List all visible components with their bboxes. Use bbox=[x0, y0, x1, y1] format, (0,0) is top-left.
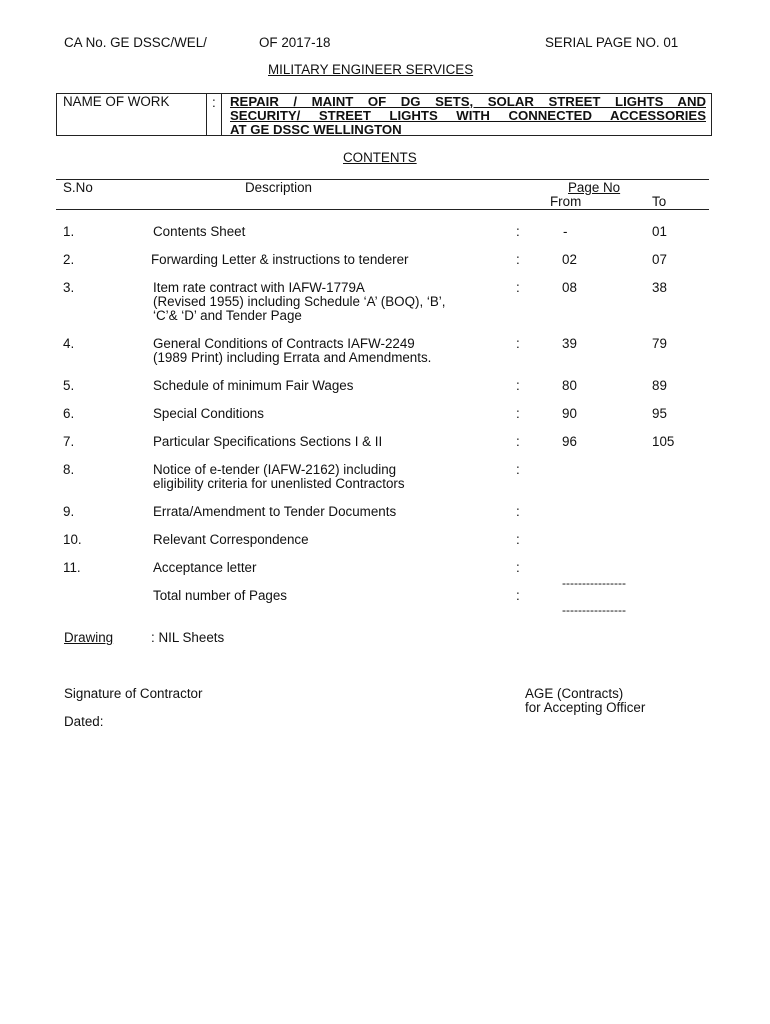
row-description bbox=[153, 505, 396, 519]
row-description bbox=[153, 533, 309, 547]
row-colon: : bbox=[516, 560, 520, 575]
row-page-to: 38 bbox=[652, 280, 667, 295]
accepting-officer: for Accepting Officer bbox=[525, 700, 646, 715]
row-description bbox=[153, 281, 446, 323]
row-description-line: ‘C’& ‘D’ and Tender Page bbox=[153, 308, 302, 323]
total-dashes-top: ---------------- bbox=[562, 576, 626, 590]
row-sno: 11. bbox=[63, 560, 81, 575]
row-description-line: Acceptance letter bbox=[153, 560, 257, 575]
age-contracts: AGE (Contracts) bbox=[525, 686, 624, 701]
row-description-line: Special Conditions bbox=[153, 406, 264, 421]
row-colon: : bbox=[516, 280, 520, 295]
row-description bbox=[153, 407, 264, 421]
row-description-line: Notice of e-tender (IAFW-2162) including bbox=[153, 462, 397, 477]
signature-of-contractor: Signature of Contractor bbox=[64, 686, 203, 701]
row-sno: 2. bbox=[63, 252, 75, 267]
work-title bbox=[230, 95, 706, 137]
total-pages-label bbox=[153, 589, 287, 603]
row-colon: : bbox=[516, 252, 520, 267]
header-description: Description bbox=[245, 180, 312, 195]
row-description-line: General Conditions of Contracts IAFW-2249 bbox=[153, 336, 415, 351]
row-sno: 9. bbox=[63, 504, 75, 519]
contents-title: CONTENTS bbox=[343, 150, 417, 165]
ca-number: CA No. GE DSSC/WEL/ bbox=[64, 35, 207, 50]
header-from: From bbox=[550, 194, 582, 209]
row-page-from: 02 bbox=[562, 252, 577, 267]
work-title-line: SECURITY/ STREET LIGHTS WITH CONNECTED ACCESSORIES bbox=[230, 108, 706, 123]
name-of-work-colon: : bbox=[212, 95, 216, 110]
dated-label: Dated: bbox=[64, 714, 104, 729]
row-description-line: Forwarding Letter & instructions to tenderer bbox=[151, 252, 409, 267]
row-colon: : bbox=[516, 434, 520, 449]
row-page-to: 89 bbox=[652, 378, 667, 393]
row-description-line: eligibility criteria for unenlisted Contractors bbox=[153, 476, 405, 491]
row-page-to: 07 bbox=[652, 252, 667, 267]
row-page-to: 105 bbox=[652, 434, 675, 449]
row-description bbox=[153, 225, 245, 239]
drawing-label: Drawing bbox=[64, 630, 114, 645]
row-page-to: 95 bbox=[652, 406, 667, 421]
row-description-line: Particular Specifications Sections I & II bbox=[153, 434, 383, 449]
row-sno: 7. bbox=[63, 434, 75, 449]
drawing-value: : NIL Sheets bbox=[151, 630, 225, 645]
serial-page-number: SERIAL PAGE NO. 01 bbox=[545, 35, 679, 50]
row-colon: : bbox=[516, 532, 520, 547]
row-sno: 6. bbox=[63, 406, 75, 421]
name-of-work-label: NAME OF WORK bbox=[63, 94, 170, 109]
row-sno: 4. bbox=[63, 336, 75, 351]
row-page-from: 80 bbox=[562, 378, 577, 393]
row-page-to: 79 bbox=[652, 336, 667, 351]
row-page-from: 39 bbox=[562, 336, 577, 351]
row-sno: 10. bbox=[63, 532, 82, 547]
row-description bbox=[153, 435, 382, 449]
row-colon: : bbox=[516, 504, 520, 519]
total-pages-text: Total number of Pages bbox=[153, 588, 287, 603]
row-colon: : bbox=[516, 224, 520, 239]
row-description-line: Errata/Amendment to Tender Documents bbox=[153, 504, 397, 519]
name-of-work-divider bbox=[206, 93, 207, 136]
row-sno: 1. bbox=[63, 224, 75, 239]
row-sno: 3. bbox=[63, 280, 75, 295]
row-description-line: Contents Sheet bbox=[153, 224, 246, 239]
row-page-from: 90 bbox=[562, 406, 577, 421]
work-title-line: AT GE DSSC WELLINGTON bbox=[230, 122, 402, 137]
total-dashes-bottom: ---------------- bbox=[562, 603, 626, 617]
row-description bbox=[151, 253, 409, 267]
header-page-no: Page No bbox=[568, 180, 621, 195]
row-description-line: Item rate contract with IAFW-1779A bbox=[153, 280, 365, 295]
row-description-line: (1989 Print) including Errata and Amendments. bbox=[153, 350, 432, 365]
row-description-line: Relevant Correspondence bbox=[153, 532, 309, 547]
row-description-line: (Revised 1955) including Schedule ‘A’ (BOQ), ‘B’, bbox=[153, 294, 446, 309]
row-sno: 5. bbox=[63, 378, 75, 393]
row-description bbox=[153, 561, 256, 575]
row-colon: : bbox=[516, 378, 520, 393]
total-colon: : bbox=[516, 588, 520, 603]
row-sno: 8. bbox=[63, 462, 75, 477]
work-title-line: REPAIR / MAINT OF DG SETS, SOLAR STREET LIGHTS AND bbox=[230, 94, 706, 109]
row-page-from: - bbox=[563, 224, 568, 239]
row-colon: : bbox=[516, 336, 520, 351]
row-colon: : bbox=[516, 406, 520, 421]
table-header-rule bbox=[56, 209, 709, 210]
row-page-to: 01 bbox=[652, 224, 667, 239]
row-page-from: 96 bbox=[562, 434, 577, 449]
row-colon: : bbox=[516, 462, 520, 477]
row-description bbox=[153, 337, 431, 365]
row-description bbox=[153, 379, 353, 393]
header-sno: S.No bbox=[63, 180, 93, 195]
row-page-from: 08 bbox=[562, 280, 577, 295]
row-description-line: Schedule of minimum Fair Wages bbox=[153, 378, 354, 393]
header-to: To bbox=[652, 194, 667, 209]
name-of-work-divider bbox=[221, 93, 222, 136]
row-description bbox=[153, 463, 405, 491]
organization-title: MILITARY ENGINEER SERVICES bbox=[268, 62, 474, 77]
contract-year: OF 2017-18 bbox=[259, 35, 331, 50]
